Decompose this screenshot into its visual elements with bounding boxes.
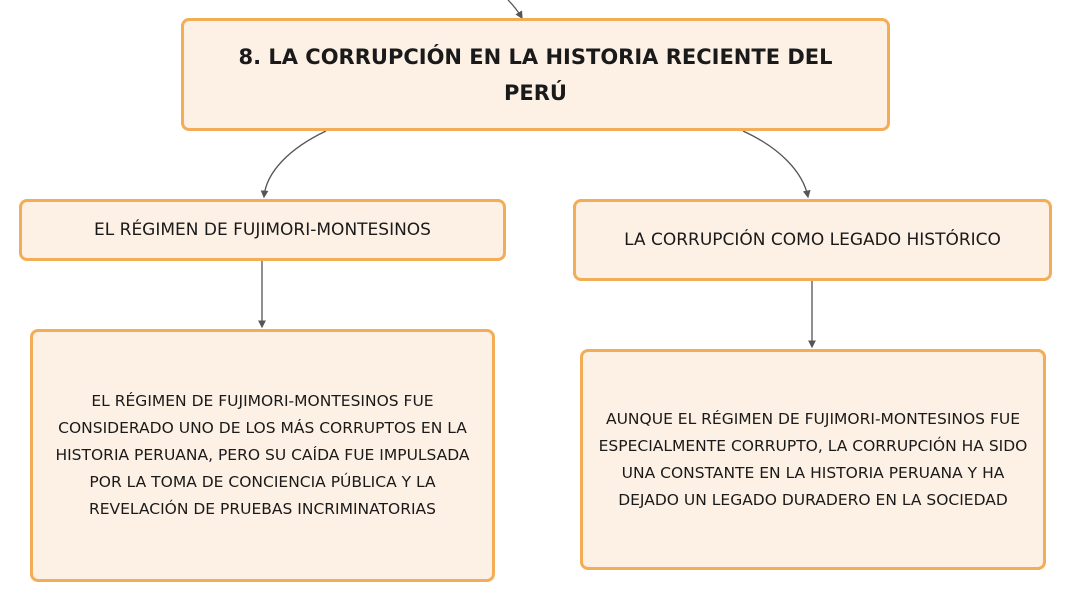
branch-label-fujimori-montesinos: EL RÉGIMEN DE FUJIMORI-MONTESINOS [94, 220, 431, 240]
branch-label-historical-legacy: LA CORRUPCIÓN COMO LEGADO HISTÓRICO [624, 230, 1001, 250]
root-topic-title: 8. LA CORRUPCIÓN EN LA HISTORIA RECIENTE DEL PERÚ [238, 44, 833, 105]
incoming-connector [508, 0, 522, 18]
detail-node-historical-legacy[interactable] [580, 349, 1046, 570]
detail-text-historical-legacy: AUNQUE EL RÉGIMEN DE FUJIMORI-MONTESINOS FUE ESPECIALMENTE CORRUPTO, LA CORRUPCIÓN HA SIDO UNA CONSTANTE EN LA HISTORIA PERUANA Y HA DEJADO UN LEGADO DURADERO EN LA SOCIEDAD [598, 409, 1028, 509]
connector-root-to-branch-2 [743, 131, 808, 197]
branch-node-fujimori-montesinos[interactable] [19, 199, 506, 261]
branch-node-historical-legacy[interactable] [573, 199, 1052, 281]
detail-node-fujimori-montesinos[interactable] [30, 329, 495, 582]
root-topic-node[interactable] [181, 18, 890, 131]
detail-text-fujimori-montesinos: EL RÉGIMEN DE FUJIMORI-MONTESINOS FUE CONSIDERADO UNO DE LOS MÁS CORRUPTOS EN LA HISTORIA PERUANA, PERO SU CAÍDA FUE IMPULSADA POR LA TOMA DE CONCIENCIA PÚBLICA Y LA REVELACIÓN DE PRUEBAS INCRIMINATORIAS [55, 392, 470, 518]
connector-root-to-branch-1 [264, 131, 326, 197]
